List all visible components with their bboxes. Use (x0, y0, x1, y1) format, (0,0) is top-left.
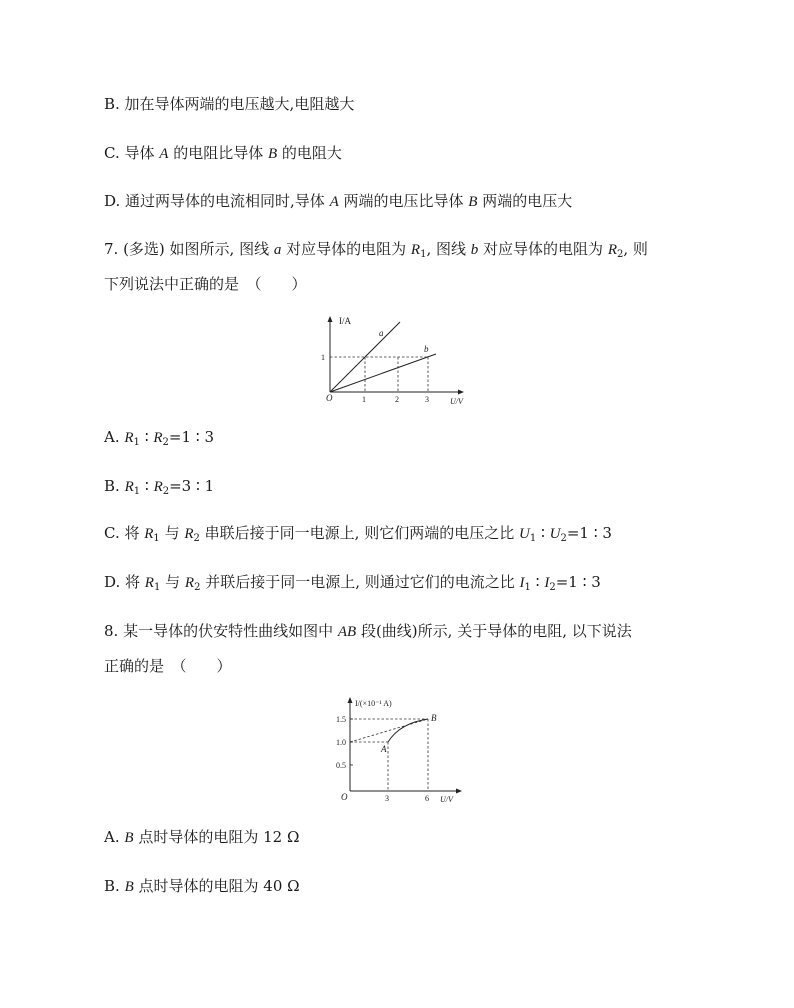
q8-origin: O (341, 792, 348, 802)
q8-label-a: A (381, 744, 387, 754)
q7-option-a: A. $R_1$ ∶ $R_2=1$ ∶ 3 (104, 428, 215, 448)
q7-xtick-2: 2 (395, 395, 399, 404)
q8-ylabel: I/(×10⁻¹ A) (355, 699, 392, 708)
q7-iu-graph (318, 312, 468, 407)
q7-ytick-1: 1 (321, 353, 325, 362)
q7-option-d: D. 将 $R_1$ 与 $R_2$ 并联后接于同一电源上, 则通过它们的电流之比 $I_1$ ∶ $I_2=1$ ∶ 3 (104, 573, 601, 593)
q6-option-c: C. 导体 A 的电阻比导体 B 的电阻大 (104, 144, 342, 162)
q8-option-b: B. B 点时导体的电阻为 40 Ω (104, 877, 300, 895)
q8-label-b: B (431, 713, 437, 723)
q8-ytick-1-5: 1.5 (336, 715, 346, 724)
q8-option-a: A. B 点时导体的电阻为 12 Ω (104, 828, 300, 846)
q7-option-c: C. 将 $R_1$ 与 $R_2$ 串联后接于同一电源上, 则它们两端的电压之比 $U_1$ ∶ $U_2=1$ ∶ 3 (104, 524, 612, 544)
q8-xtick-6: 6 (425, 794, 429, 803)
q7-stem-line1: 7. (多选) 如图所示, 图线 a 对应导体的电阻为 $R_1$, 图线 b 对应导体的电阻为 $R_2$, 则 (104, 240, 648, 260)
q6-option-d: D. 通过两导体的电流相同时,导体 A 两端的电压比导体 B 两端的电压大 (104, 192, 573, 210)
q7-xlabel: U/V (450, 397, 463, 406)
q7-ylabel: I/A (339, 316, 351, 326)
q7-line-b (330, 354, 436, 392)
q8-stem-line1: 8. 某一导体的伏安特性曲线如图中 AB 段(曲线)所示, 关于导体的电阻, 以下说法 (104, 622, 632, 640)
q8-stem-line2: 正确的是 （ ） (104, 657, 232, 675)
q7-xtick-3: 3 (425, 395, 429, 404)
q8-xlabel: U/V (440, 795, 453, 804)
q7-option-b: B. $R_1$ ∶ $R_2=3$ ∶ 1 (104, 477, 215, 497)
q8-ytick-1-0: 1.0 (336, 738, 346, 747)
q8-chord (350, 719, 428, 742)
q8-iu-graph (328, 695, 468, 805)
q8-xtick-3: 3 (385, 794, 389, 803)
q8-ab-curve (388, 719, 428, 742)
q7-xtick-1: 1 (362, 395, 366, 404)
q7-origin: O (326, 393, 333, 403)
q6-option-b: B. 加在导体两端的电压越大,电阻越大 (104, 95, 355, 113)
q7-label-a: a (379, 328, 384, 338)
q7-label-b: b (424, 344, 429, 354)
q8-ytick-0-5: 0.5 (336, 761, 346, 770)
q7-stem-line2: 下列说法中正确的是 （ ） (104, 275, 307, 293)
